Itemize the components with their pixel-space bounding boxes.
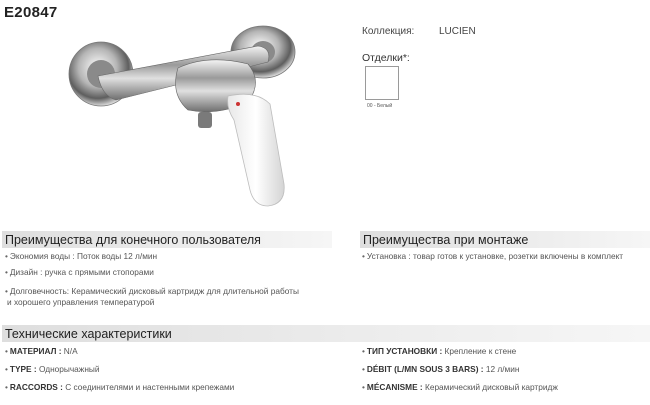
spec-value: Однорычажный [38, 364, 100, 374]
list-item: • Установка : товар готов к установке, розетки включены в комплект [362, 251, 624, 261]
install-benefits-title: Преимущества при монтаже [363, 233, 529, 247]
user-benefits-title: Преимущества для конечного пользователя [5, 233, 261, 247]
spec-key: МАТЕРИАЛ : [9, 346, 62, 356]
collection-value: LUCIEN [439, 26, 476, 37]
spec-row: • MÉCANISME : Керамический дисковый картридж [362, 382, 558, 392]
spec-row: • RACCORDS : С соединителями и настенными крепежами [5, 382, 235, 392]
product-code: E20847 [4, 4, 58, 21]
spec-row: • МАТЕРИАЛ : N/A [5, 346, 78, 356]
install-benefit-1: Установка : товар готов к установке, розетки включены в комплект [366, 251, 624, 261]
user-benefit-3-cont: и хорошего управления температурой [7, 297, 155, 307]
user-benefit-2: Дизайн : ручка с прямыми стопорами [9, 267, 154, 277]
user-benefit-1: Экономия воды : Поток воды 12 л/мин [9, 251, 158, 261]
spec-row: • TYPE : Однорычажный [5, 364, 100, 374]
spec-row: • DÉBIT (L/MN SOUS 3 BARS) : 12 л/мин [362, 364, 520, 374]
list-item: • Долговечность: Керамический дисковый картридж для длительной работы [5, 286, 299, 296]
list-item: • Экономия воды : Поток воды 12 л/мин [5, 251, 158, 261]
spec-key: ТИП УСТАНОВКИ : [366, 346, 443, 356]
spec-key: TYPE : [9, 364, 37, 374]
collection-label: Коллекция: [362, 26, 415, 37]
install-benefits-header [360, 231, 650, 248]
spec-value: Крепление к стене [444, 346, 517, 356]
spec-key: DÉBIT (L/MN SOUS 3 BARS) : [366, 364, 484, 374]
specs-title: Технические характеристики [5, 327, 172, 341]
user-benefit-3: Долговечность: Керамический дисковый картридж для длительной работы [9, 286, 299, 296]
list-item-continued [7, 297, 154, 308]
finish-swatch-white[interactable] [365, 66, 399, 100]
spec-value: 12 л/мин [485, 364, 520, 374]
user-benefits-header [2, 231, 332, 248]
collection-row [362, 26, 476, 37]
list-item: • Дизайн : ручка с прямыми стопорами [5, 267, 154, 277]
spec-value: Керамический дисковый картридж [425, 382, 558, 392]
faucet-image [58, 24, 318, 224]
spec-key: MÉCANISME : [366, 382, 423, 392]
spec-key: RACCORDS : [9, 382, 63, 392]
finish-swatch-label: 00 - Белый [367, 103, 393, 109]
spec-value: С соединителями и настенными крепежами [65, 382, 235, 392]
specs-header [2, 325, 650, 342]
finishes-label: Отделки*: [362, 52, 410, 64]
spec-value: N/A [63, 346, 78, 356]
spec-row: • ТИП УСТАНОВКИ : Крепление к стене [362, 346, 517, 356]
